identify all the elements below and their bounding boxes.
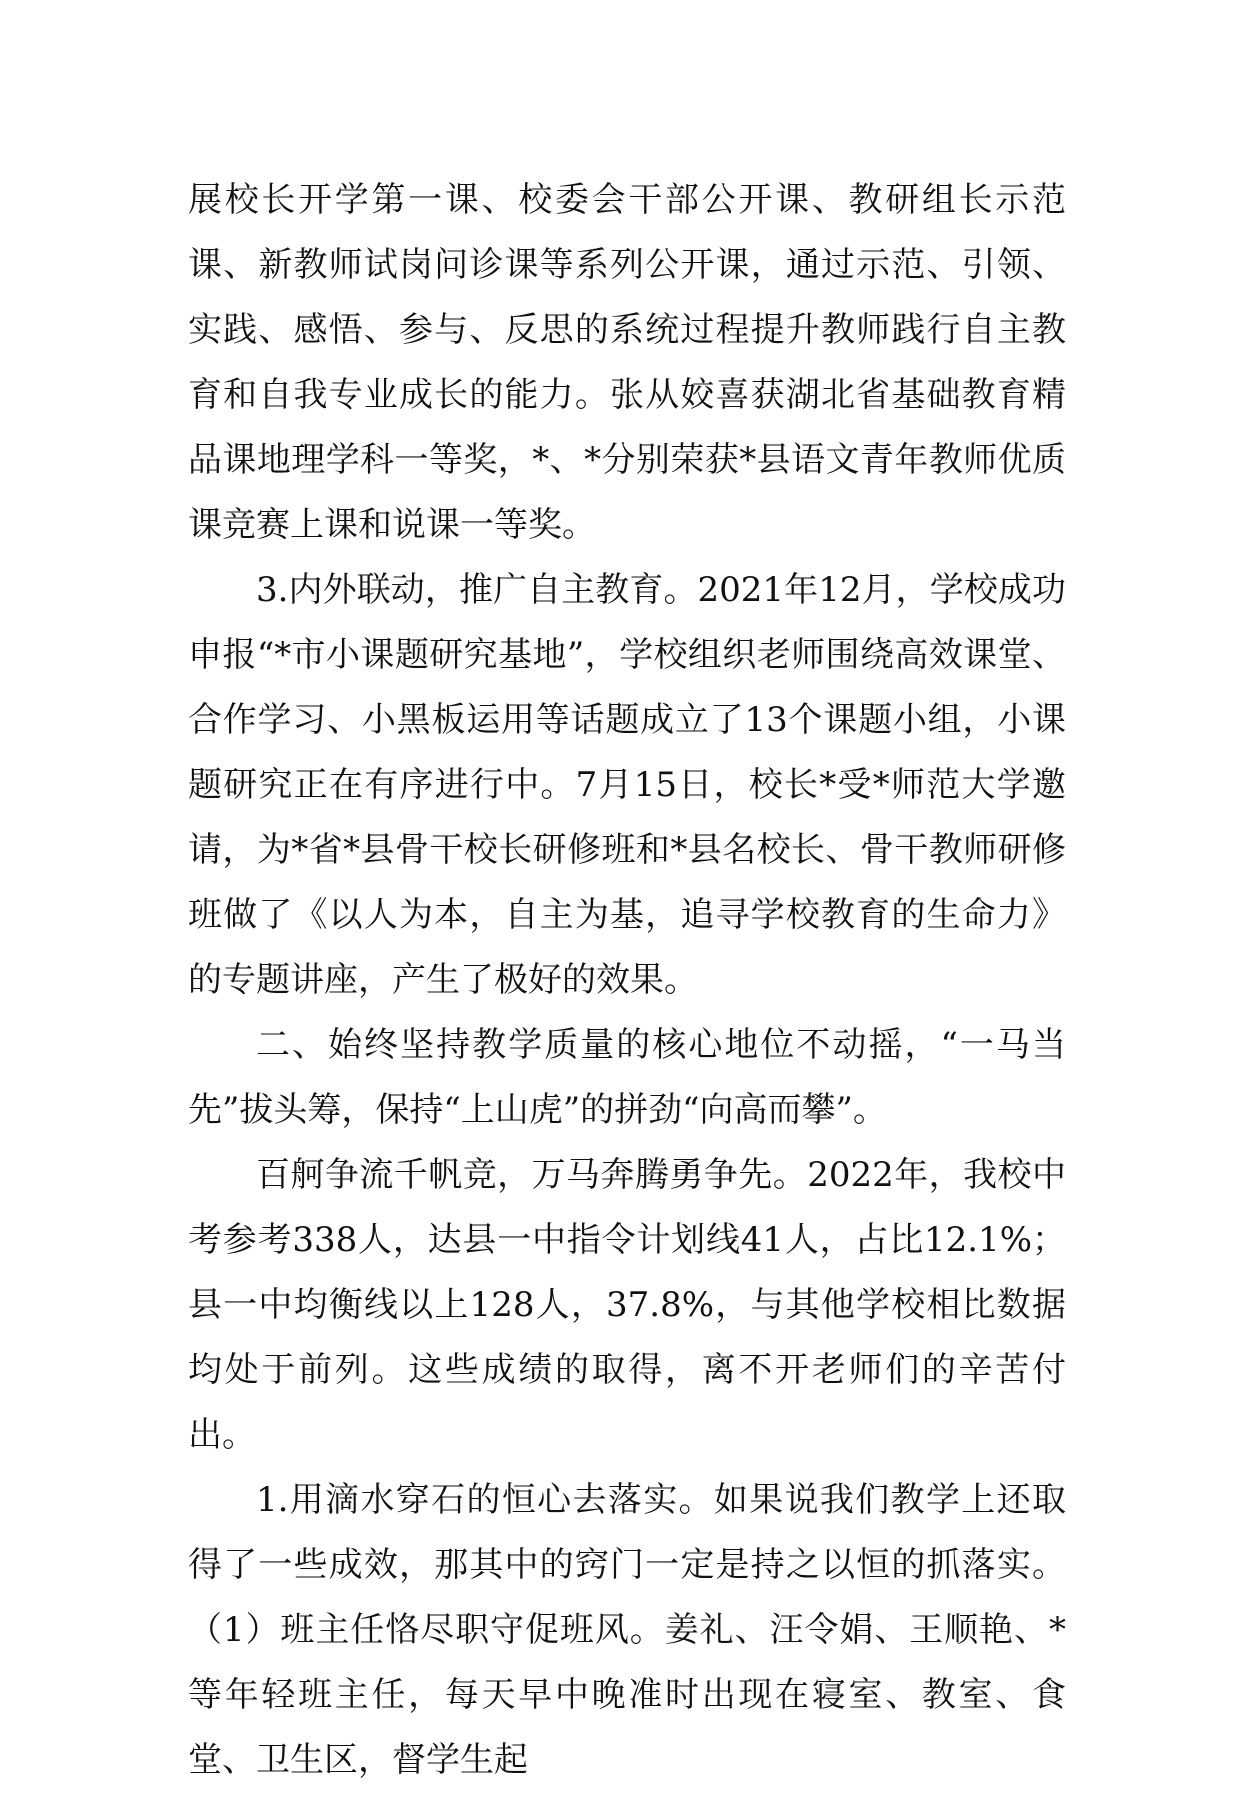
paragraph-1: 展校长开学第一课、校委会干部公开课、教研组长示范课、新教师试岗问诊课等系列公开课，通过示范、引领、实践、感悟、参与、反思的系统过程提升教师践行自主教育和自我专业成长的能力。张从姣喜获湖北省基础教育精品课地理学科一等奖，*、*分别荣获*县语文青年教师优质课竞赛上课和说课一等奖。 xyxy=(188,180,1066,545)
paragraph-4: 百舸争流千帆竞，万马奔腾勇争先。2022年，我校中考参考338人，达县一中指令计划线41人，占比12.1%；县一中均衡线以上128人，37.8%，与其他学校相比数据均处于前列。这些成绩的取得，离不开老师们的辛苦付出。 xyxy=(188,1155,1066,1455)
paragraph-5: 1.用滴水穿石的恒心去落实。如果说我们教学上还取得了一些成效，那其中的窍门一定是持之以恒的抓落实。（1）班主任恪尽职守促班风。姜礼、汪令娟、王顺艳、*等年轻班主任，每天早中晚准时出现在寝室、教室、食堂、卫生区，督学生起 xyxy=(188,1480,1066,1780)
paragraph-2: 3.内外联动，推广自主教育。2021年12月，学校成功申报“*市小课题研究基地”，学校组织老师围绕高效课堂、合作学习、小黑板运用等话题成立了13个课题小组，小课题研究正在有序进行中。7月15日，校长*受*师范大学邀请，为*省*县骨干校长研修班和*县名校长、骨干教师研修班做了《以人为本，自主为基，追寻学校教育的生命力》的专题讲座，产生了极好的效果。 xyxy=(188,570,1066,1000)
paragraph-3: 二、始终坚持教学质量的核心地位不动摇，“一马当先”拔头筹，保持“上山虎”的拼劲“向高而攀”。 xyxy=(188,1025,1066,1130)
document-body xyxy=(188,168,1066,1793)
